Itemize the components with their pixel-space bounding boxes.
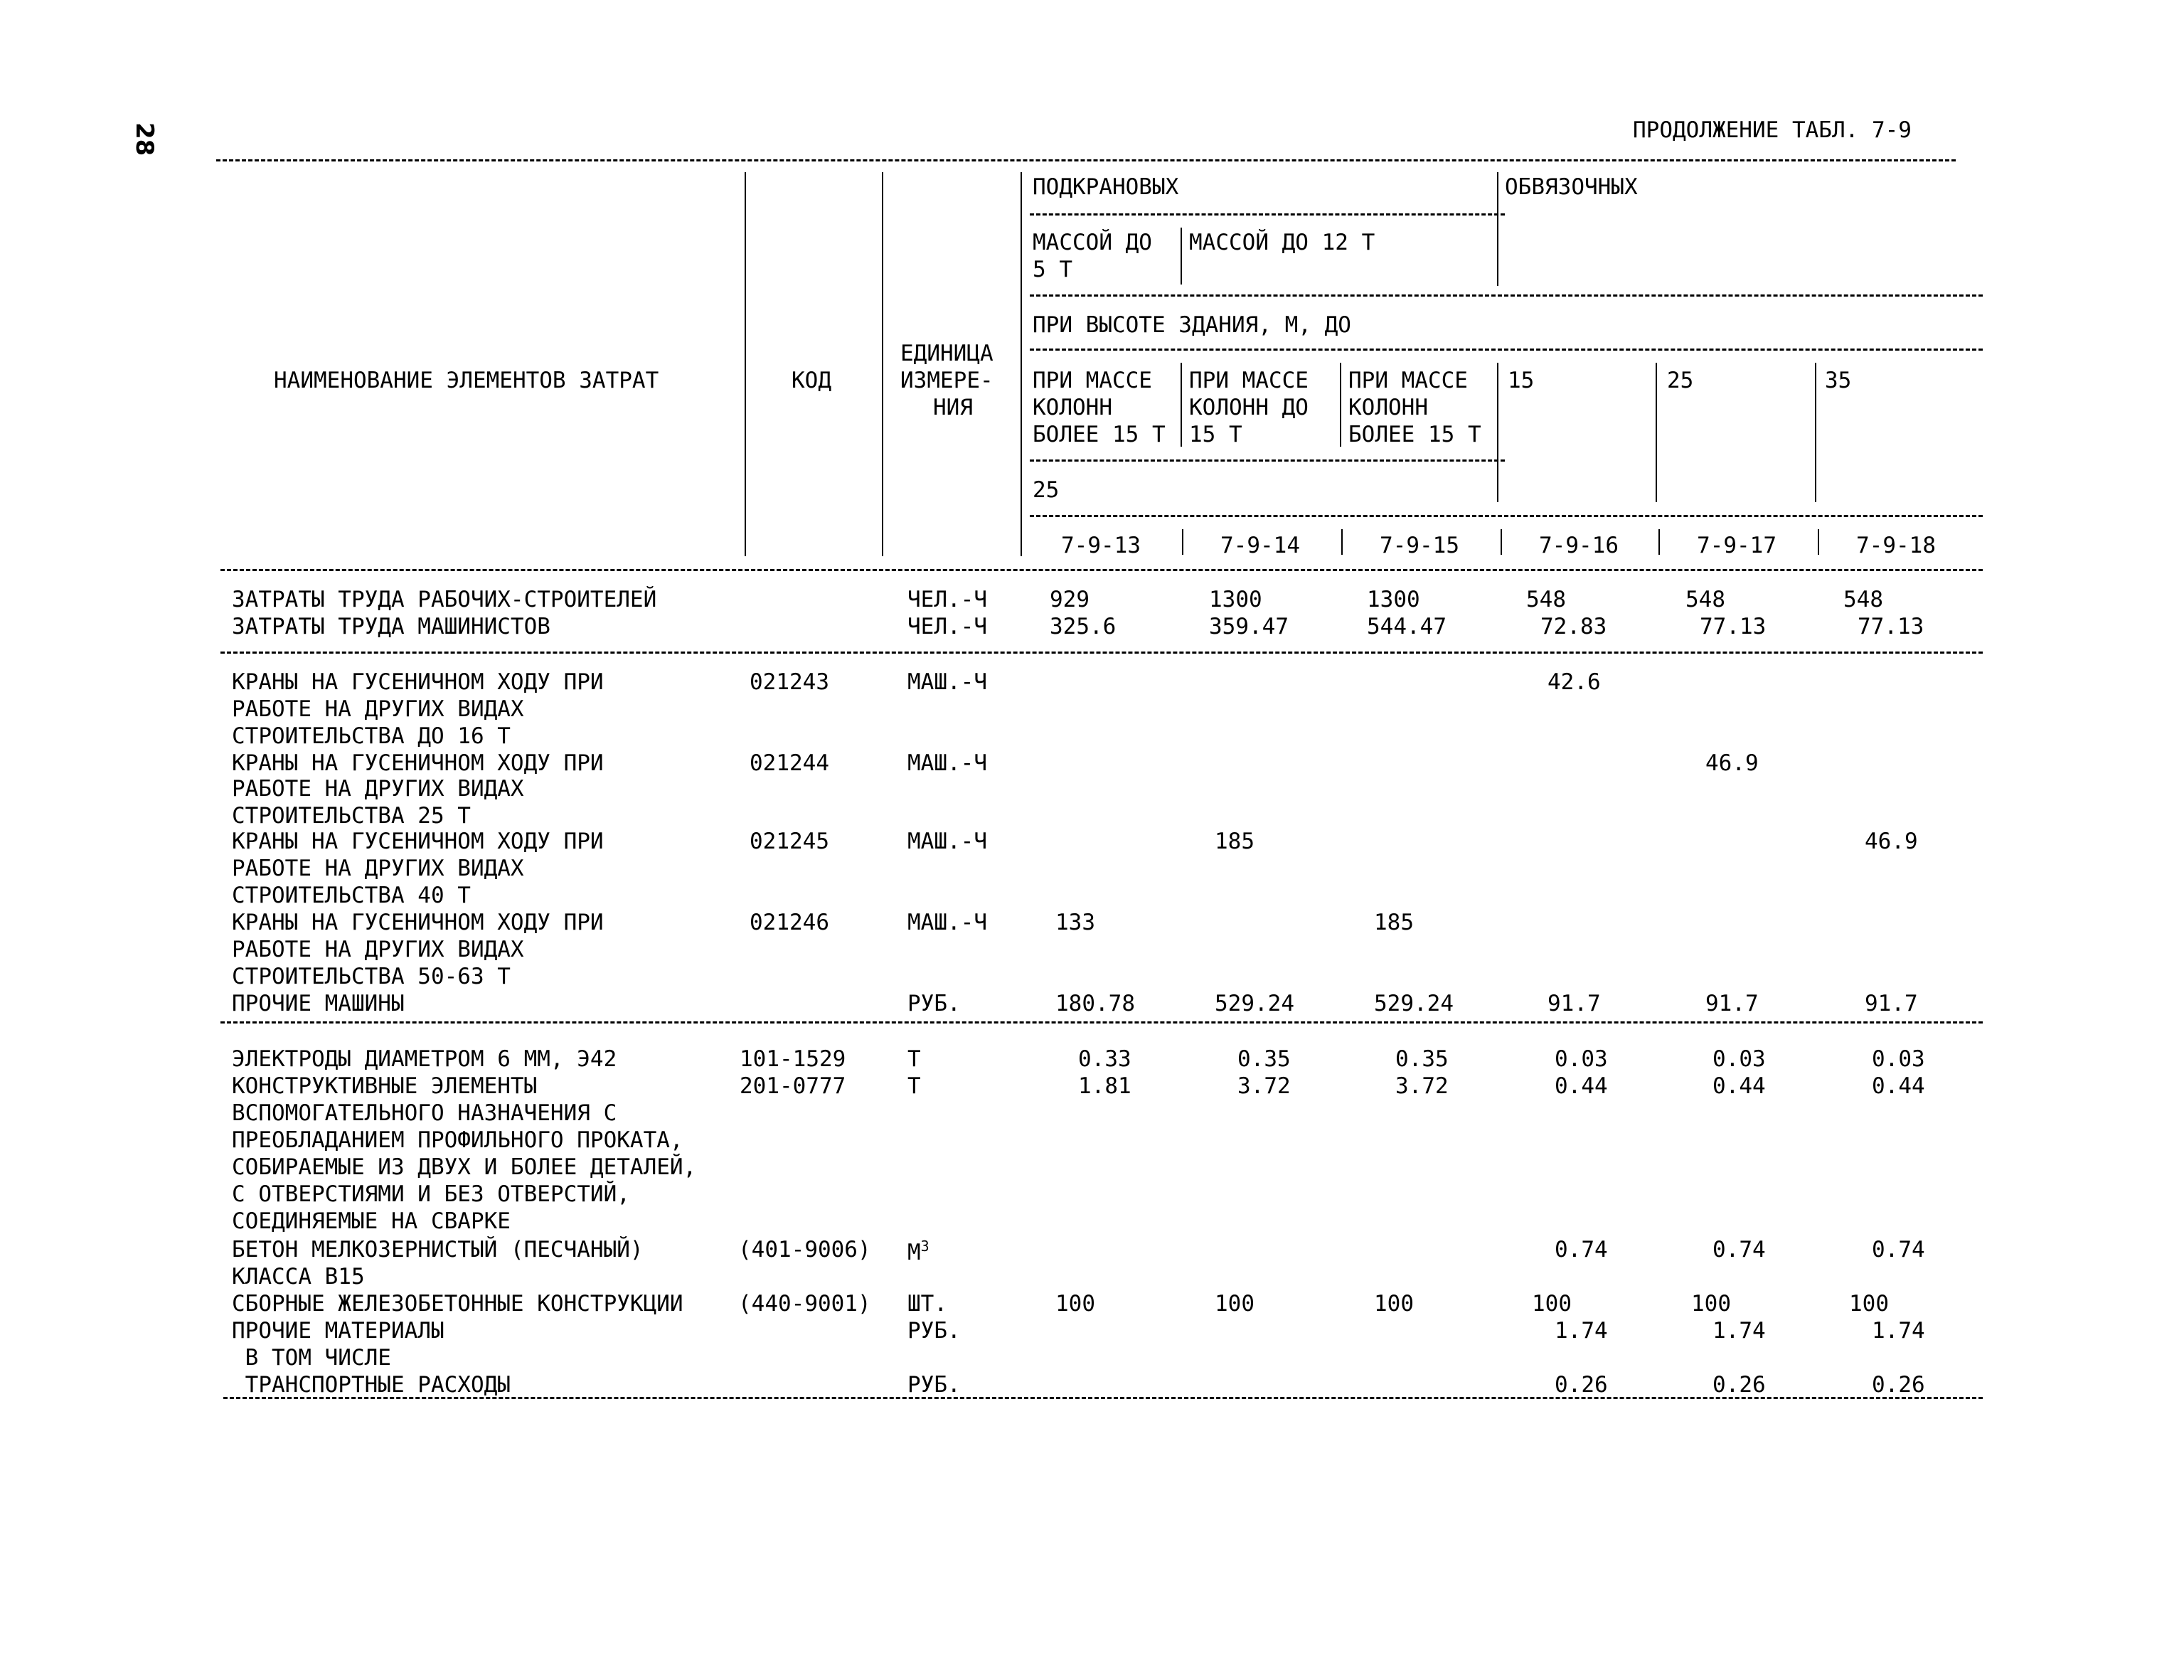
labor-machinists-v5: 77.13 [1700,614,1767,639]
vline-c6 [1815,363,1816,502]
header-podkranovyh: ПОДКРАНОВЫХ [1033,174,1179,200]
rule-machines-bottom [220,1021,1983,1024]
machine-021246-unit: МАШ.-Ч [907,910,987,935]
material-other-v6: 1.74 [1872,1318,1925,1344]
header-code-7-9-17: 7-9-17 [1697,533,1777,558]
labor-machinists-v3: 544.47 [1367,614,1447,639]
material-prefab-name: СБОРНЫЕ ЖЕЛЕЗОБЕТОННЫЕ КОНСТРУКЦИИ [232,1291,683,1317]
labor-workers-v4: 548 [1526,587,1566,612]
labor-workers-v3: 1300 [1367,587,1420,612]
material-struct-v4: 0.44 [1555,1073,1608,1099]
vline-code-c2 [1182,529,1183,555]
header-code-column: КОД [792,368,831,393]
machine-021243-code: 021243 [750,669,829,695]
material-struct-v6: 0.44 [1872,1073,1925,1099]
material-electrodes-v1: 0.33 [1078,1046,1131,1072]
vline-code-c6 [1818,529,1819,555]
machine-021245-name-1: КРАНЫ НА ГУСЕНИЧНОМ ХОДУ ПРИ [232,829,604,854]
labor-workers-v6: 548 [1843,587,1883,612]
header-unit-line-2: ИЗМЕРЕ- [900,368,994,393]
material-struct-unit: Т [907,1073,921,1099]
material-electrodes-v2: 0.35 [1237,1046,1291,1072]
material-concrete-unit-sup: 3 [920,1238,929,1255]
vline-code-c5 [1658,529,1660,555]
machine-021244-name-1: КРАНЫ НА ГУСЕНИЧНОМ ХОДУ ПРИ [232,750,604,776]
material-other-v5: 1.74 [1712,1318,1766,1344]
header-code-7-9-13: 7-9-13 [1061,533,1141,558]
machine-other-v1: 180.78 [1055,991,1135,1016]
header-c2-line1: ПРИ МАССЕ [1189,368,1309,393]
machine-other-v2: 529.24 [1215,991,1294,1016]
machine-021243-name-1: КРАНЫ НА ГУСЕНИЧНОМ ХОДУ ПРИ [232,669,604,695]
material-concrete-v6: 0.74 [1872,1237,1925,1262]
vline-c4 [1497,363,1498,502]
material-struct-name-1: КОНСТРУКТИВНЫЕ ЭЛЕМЕНТЫ [232,1073,538,1099]
machine-021246-name-1: КРАНЫ НА ГУСЕНИЧНОМ ХОДУ ПРИ [232,910,604,935]
material-concrete-v4: 0.74 [1555,1237,1608,1262]
machine-021244-code: 021244 [750,750,829,776]
labor-machinists-v4: 72.83 [1540,614,1607,639]
material-concrete-unit [907,1239,929,1264]
material-struct-name-4: СОБИРАЕМЫЕ ИЗ ДВУХ И БОЛЕЕ ДЕТАЛЕЙ, [232,1154,697,1180]
labor-machinists-v1: 325.6 [1050,614,1117,639]
material-prefab-unit: ШТ. [907,1291,947,1317]
machine-021244-name-3: СТРОИТЕЛЬСТВА 25 Т [232,803,471,829]
material-transport-unit: РУБ. [907,1372,961,1398]
material-concrete-code: (401-9006) [738,1237,871,1262]
material-electrodes-unit: Т [907,1046,921,1072]
machine-021245-name-2: РАБОТЕ НА ДРУГИХ ВИДАХ [232,856,524,881]
labor-workers-unit: ЧЕЛ.-Ч [907,587,987,612]
header-obvyazochnyh: ОБВЯЗОЧНЫХ [1505,174,1638,200]
machine-other-v6: 91.7 [1865,991,1918,1016]
machine-021245-v6: 46.9 [1865,829,1918,854]
machine-021245-unit: МАШ.-Ч [907,829,987,854]
machine-021246-v1: 133 [1055,910,1095,935]
material-struct-code: 201-0777 [740,1073,846,1099]
material-concrete-unit-base: М [907,1240,921,1265]
material-struct-name-3: ПРЕОБЛАДАНИЕМ ПРОФИЛЬНОГО ПРОКАТА, [232,1127,683,1153]
labor-machinists-name: ЗАТРАТЫ ТРУДА МАШИНИСТОВ [232,614,550,639]
header-mass-5-b: 5 Т [1033,257,1072,282]
material-prefab-v6: 100 [1849,1291,1889,1317]
machine-021243-name-3: СТРОИТЕЛЬСТВА ДО 16 Т [232,723,511,749]
material-electrodes-v4: 0.03 [1555,1046,1608,1072]
material-including-label: В ТОМ ЧИСЛЕ [232,1345,391,1371]
header-c1-line2: КОЛОНН [1033,395,1112,420]
vline-c2 [1181,363,1182,447]
page-number: 28 [130,122,159,156]
machine-021243-name-2: РАБОТЕ НА ДРУГИХ ВИДАХ [232,696,524,722]
vline-name [745,172,746,556]
machine-other-name: ПРОЧИЕ МАШИНЫ [232,991,405,1016]
vline-podkr-end [1497,172,1498,286]
vline-podkr-mid [1181,228,1182,285]
machine-021246-name-2: РАБОТЕ НА ДРУГИХ ВИДАХ [232,937,524,962]
header-code-7-9-14: 7-9-14 [1220,533,1300,558]
header-code-7-9-16: 7-9-16 [1539,533,1619,558]
material-concrete-name-1: БЕТОН МЕЛКОЗЕРНИСТЫЙ (ПЕСЧАНЫЙ) [232,1237,644,1262]
header-c2-line2: КОЛОНН ДО [1189,395,1309,420]
header-code-7-9-15: 7-9-15 [1380,533,1459,558]
material-prefab-v4: 100 [1532,1291,1572,1317]
material-concrete-v5: 0.74 [1712,1237,1766,1262]
header-c1-line3: БОЛЕЕ 15 Т [1033,422,1166,447]
material-transport-name: ТРАНСПОРТНЫЕ РАСХОДЫ [232,1372,511,1398]
material-other-name: ПРОЧИЕ МАТЕРИАЛЫ [232,1318,444,1344]
rule-labor-bottom [220,652,1983,654]
rule-header-bottom [220,569,1983,571]
material-other-unit: РУБ. [907,1318,961,1344]
header-unit-line-3: НИЯ [933,395,973,420]
labor-machinists-unit: ЧЕЛ.-Ч [907,614,987,639]
header-name-column: НАИМЕНОВАНИЕ ЭЛЕМЕНТОВ ЗАТРАТ [274,368,659,393]
material-prefab-v1: 100 [1055,1291,1095,1317]
header-c3-line1: ПРИ МАССЕ [1348,368,1468,393]
header-unit-line-1: ЕДИНИЦА [900,341,994,366]
material-struct-name-2: ВСПОМОГАТЕЛЬНОГО НАЗНАЧЕНИЯ С [232,1100,617,1126]
continuation-title: ПРОДОЛЖЕНИЕ ТАБЛ. 7-9 [1633,117,1912,143]
labor-workers-v2: 1300 [1209,587,1262,612]
machine-other-v5: 91.7 [1705,991,1759,1016]
material-electrodes-name: ЭЛЕКТРОДЫ ДИАМЕТРОМ 6 ММ, Э42 [232,1046,617,1072]
labor-workers-name: ЗАТРАТЫ ТРУДА РАБОЧИХ-СТРОИТЕЛЕЙ [232,587,657,612]
material-struct-v2: 3.72 [1237,1073,1291,1099]
header-mass-12: МАССОЙ ДО 12 Т [1189,230,1375,255]
material-prefab-v5: 100 [1691,1291,1731,1317]
machine-other-v3: 529.24 [1374,991,1454,1016]
header-c1-line1: ПРИ МАССЕ [1033,368,1152,393]
material-prefab-code: (440-9001) [738,1291,871,1317]
material-electrodes-v5: 0.03 [1712,1046,1766,1072]
header-height-25: 25 [1667,368,1694,393]
material-prefab-v3: 100 [1374,1291,1414,1317]
header-height-35: 35 [1825,368,1852,393]
machine-021244-unit: МАШ.-Ч [907,750,987,776]
labor-workers-v5: 548 [1685,587,1725,612]
machine-021243-v4: 42.6 [1548,669,1601,695]
material-concrete-name-2: КЛАССА В15 [232,1264,365,1290]
header-mass-5-a: МАССОЙ ДО [1033,230,1152,255]
rule-top [216,159,1956,161]
header-code-7-9-18: 7-9-18 [1856,533,1936,558]
material-struct-v3: 3.72 [1395,1073,1449,1099]
material-struct-v5: 0.44 [1712,1073,1766,1099]
labor-machinists-v6: 77.13 [1858,614,1924,639]
rule-mass [1030,294,1983,297]
header-height: ПРИ ВЫСОТЕ ЗДАНИЯ, М, ДО [1033,312,1351,338]
vline-code [882,172,883,556]
rule-cols-podkr [1030,459,1505,462]
machine-021246-v3: 185 [1374,910,1414,935]
vline-c3 [1340,363,1341,447]
machine-other-unit: РУБ. [907,991,961,1016]
material-other-v4: 1.74 [1555,1318,1608,1344]
header-c3-line3: БОЛЕЕ 15 Т [1348,422,1481,447]
header-c2-line3: 15 Т [1189,422,1242,447]
vline-unit [1021,172,1022,556]
labor-machinists-v2: 359.47 [1209,614,1289,639]
material-struct-v1: 1.81 [1078,1073,1131,1099]
machine-021243-unit: МАШ.-Ч [907,669,987,695]
material-electrodes-code: 101-1529 [740,1046,846,1072]
material-transport-v5: 0.26 [1712,1372,1766,1398]
material-struct-name-6: СОЕДИНЯЕМЫЕ НА СВАРКЕ [232,1208,511,1234]
material-prefab-v2: 100 [1215,1291,1255,1317]
machine-021246-code: 021246 [750,910,829,935]
machine-other-v4: 91.7 [1548,991,1601,1016]
material-transport-v4: 0.26 [1555,1372,1608,1398]
rule-height [1030,349,1983,351]
vline-c5 [1656,363,1657,502]
material-electrodes-v3: 0.35 [1395,1046,1449,1072]
machine-021245-name-3: СТРОИТЕЛЬСТВА 40 Т [232,883,471,908]
rule-podkr [1030,213,1505,216]
header-c3-line2: КОЛОНН [1348,395,1428,420]
header-height-15: 15 [1508,368,1535,393]
material-struct-name-5: С ОТВЕРСТИЯМИ И БЕЗ ОТВЕРСТИЙ, [232,1181,630,1207]
material-transport-v6: 0.26 [1872,1372,1925,1398]
vline-code-c3 [1341,529,1343,555]
machine-021245-v2: 185 [1215,829,1255,854]
machine-021244-name-2: РАБОТЕ НА ДРУГИХ ВИДАХ [232,776,524,802]
vline-code-c4 [1501,529,1502,555]
material-electrodes-v6: 0.03 [1872,1046,1925,1072]
header-height-podkr-25: 25 [1033,477,1060,503]
machine-021244-v5: 46.9 [1705,750,1759,776]
rule-codes [1030,515,1983,517]
labor-workers-v1: 929 [1050,587,1090,612]
machine-021246-name-3: СТРОИТЕЛЬСТВА 50-63 Т [232,964,511,989]
machine-021245-code: 021245 [750,829,829,854]
